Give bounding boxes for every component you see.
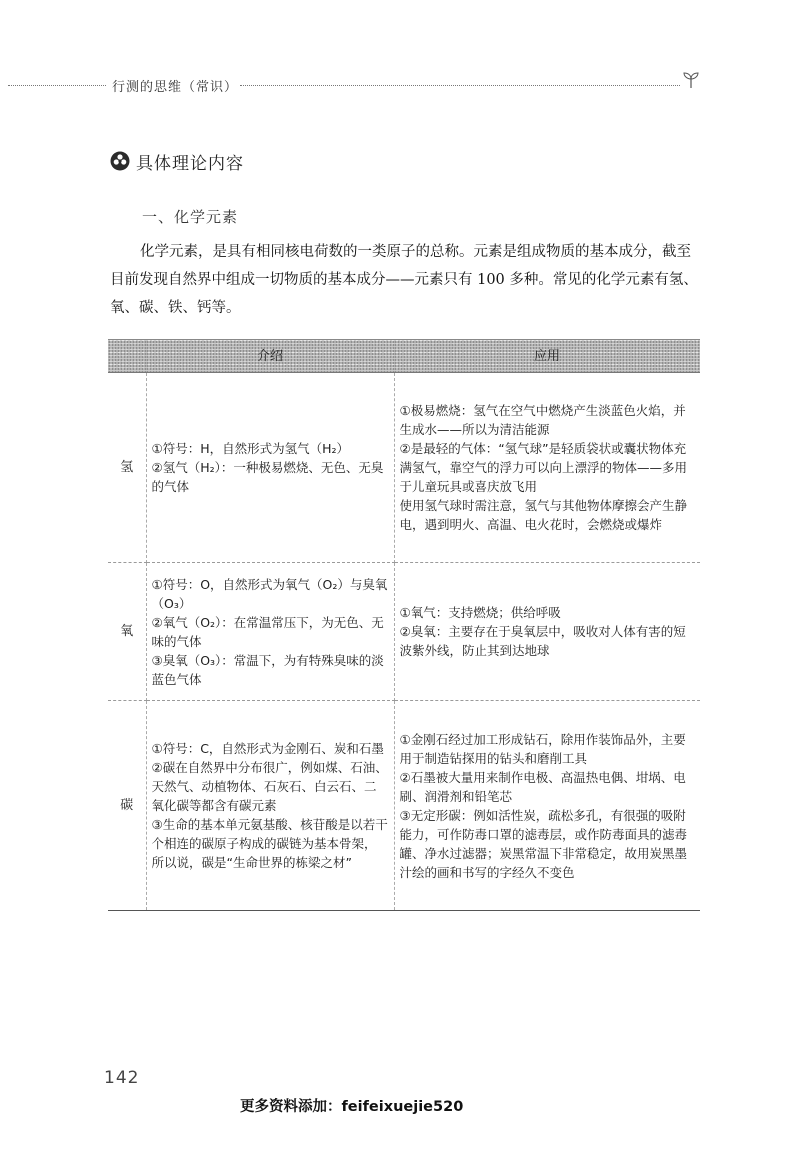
- intro-cell: [146, 701, 394, 911]
- intro-line: ①符号：C，自然形式为金刚石、炭和石墨: [151, 741, 384, 756]
- table-header-row: [108, 340, 700, 373]
- flower-badge-icon: [110, 151, 130, 171]
- intro-cell: [146, 373, 394, 563]
- application-cell: [394, 373, 700, 563]
- application-line: 使用氢气球时需注意，氢气与其他物体摩擦会产生静电，遇到明火、高温、电火花时，会燃烧或爆炸: [399, 498, 688, 532]
- application-cell: [394, 701, 700, 911]
- element-name: 氧: [108, 563, 146, 701]
- element-name: 氢: [108, 373, 146, 563]
- table-row-carbon: [108, 701, 700, 911]
- intro-paragraph: 化学元素，是具有相同核电荷数的一类原子的总称。元素是组成物质的基本成分，截至目前发现自然界中组成一切物质的基本成分——元素只有 100 多种。常见的化学元素有氢、氧、碳、铁、钙等。: [110, 244, 698, 316]
- running-header-title: 行测的思维（常识）: [112, 80, 239, 95]
- sprout-icon: [680, 68, 702, 90]
- application-cell: [394, 563, 700, 701]
- application-line: ②石墨被大量用来制作电极、高温热电偶、坩埚、电刷、润滑剂和铅笔芯: [399, 769, 686, 804]
- header-intro: 介绍: [146, 340, 394, 373]
- application-line: ①极易燃烧：氢气在空气中燃烧产生淡蓝色火焰，并生成水——所以为清洁能源: [399, 403, 686, 437]
- header-element: [108, 340, 146, 373]
- intro-line: ②碳在自然界中分布很广，例如煤、石油、天然气、动植物体、石灰石、白云石、二氧化碳等都含有碳元素: [151, 760, 388, 813]
- table-row-oxygen: [108, 563, 700, 701]
- section-heading: [110, 149, 244, 173]
- intro-line: ①符号：H，自然形式为氢气（H₂）: [151, 441, 350, 456]
- section-title: 具体理论内容: [136, 153, 244, 174]
- application-line: ①氧气：支持燃烧；供给呼吸: [399, 605, 561, 620]
- footer-note: 更多资料添加：feifeixuejie520: [240, 1099, 464, 1115]
- running-header: [0, 74, 800, 98]
- application-line: ①金刚石经过加工形成钻石，除用作装饰品外，主要用于制造钻探用的钻头和磨削工具: [399, 731, 686, 766]
- element-name: 碳: [108, 701, 146, 911]
- header-rule-left: [8, 85, 106, 86]
- header-application: 应用: [394, 340, 700, 373]
- intro-cell: [146, 563, 394, 701]
- application-line: ②臭氧：主要存在于臭氧层中，吸收对人体有害的短波紫外线，防止其到达地球: [399, 624, 686, 658]
- intro-line: ①符号：O，自然形式为氧气（O₂）与臭氧（O₃）: [151, 576, 388, 611]
- application-line: ③无定形碳：例如活性炭，疏松多孔，有很强的吸附能力，可作防毒口罩的滤毒层，或作防毒面具的滤毒罐、净水过滤器；炭黑常温下非常稳定，故用炭黑墨汁绘的画和书写的字经久不变色: [399, 807, 688, 880]
- subsection-title: 一、化学元素: [142, 208, 239, 226]
- header-rule-right: [240, 85, 680, 86]
- page-number: 142: [104, 1068, 140, 1088]
- application-line: ②是最轻的气体：“氢气球”是轻质袋状或囊状物体充满氢气，靠空气的浮力可以向上漂浮的物体——多用于儿童玩具或喜庆放飞用: [399, 441, 688, 494]
- intro-line: ②氢气（H₂）：一种极易燃烧、无色、无臭的气体: [151, 460, 384, 494]
- intro-line: ③生命的基本单元氨基酸、核苷酸是以若干个相连的碳原子构成的碳链为基本骨架，所以说，碳是“生命世界的栋梁之材”: [151, 817, 388, 870]
- chemical-elements-table: [108, 339, 700, 911]
- intro-line: ②氧气（O₂）：在常温常压下，为无色、无味的气体: [151, 614, 384, 649]
- intro-line: ③臭氧（O₃）：常温下，为有特殊臭味的淡蓝色气体: [151, 652, 384, 687]
- table-row-hydrogen: [108, 373, 700, 563]
